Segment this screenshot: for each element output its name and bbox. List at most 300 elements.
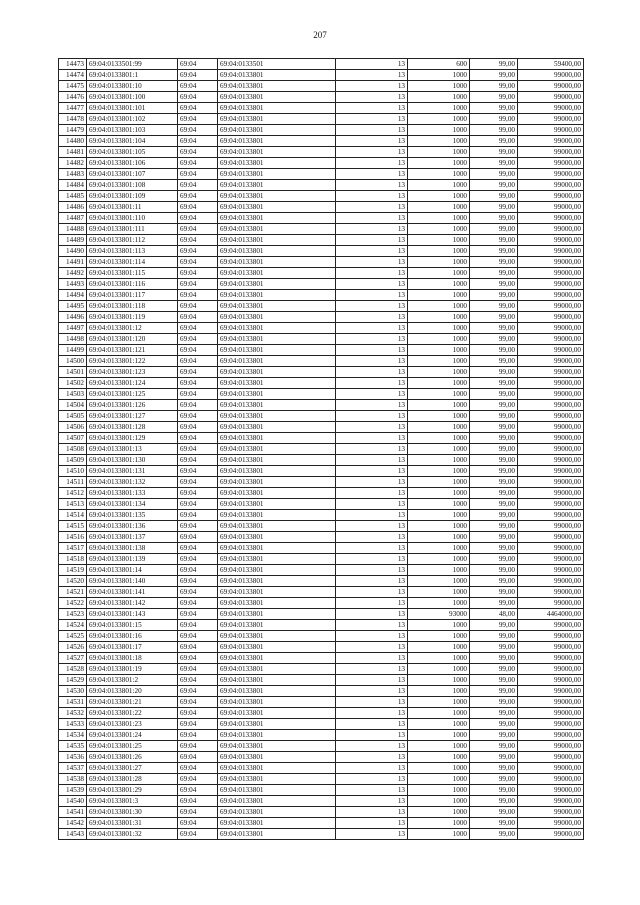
category-code-cell: 13 <box>336 675 408 686</box>
area-cell: 1000 <box>408 785 470 796</box>
district-code-cell: 69:04 <box>178 510 218 521</box>
table-row <box>59 609 584 620</box>
specific-value-cell: 99,00 <box>470 235 518 246</box>
cadastral-value-cell: 99000,00 <box>518 257 584 268</box>
specific-value-cell: 99,00 <box>470 136 518 147</box>
cadastral-number-cell: 69:04:0133801:2 <box>87 675 178 686</box>
district-code-cell: 69:04 <box>178 257 218 268</box>
row-number-cell: 14527 <box>59 653 87 664</box>
cadastral-number-cell: 69:04:0133801:23 <box>87 719 178 730</box>
area-cell: 1000 <box>408 312 470 323</box>
district-code-cell: 69:04 <box>178 763 218 774</box>
cadastral-block-cell: 69:04:0133801 <box>218 598 336 609</box>
cadastral-block-cell: 69:04:0133801 <box>218 334 336 345</box>
row-number-cell: 14535 <box>59 741 87 752</box>
specific-value-cell: 99,00 <box>470 290 518 301</box>
cadastral-number-cell: 69:04:0133801:31 <box>87 818 178 829</box>
cadastral-number-cell: 69:04:0133801:136 <box>87 521 178 532</box>
area-cell: 1000 <box>408 620 470 631</box>
table-row <box>59 202 584 213</box>
row-number-cell: 14508 <box>59 444 87 455</box>
area-cell: 1000 <box>408 92 470 103</box>
district-code-cell: 69:04 <box>178 532 218 543</box>
specific-value-cell: 99,00 <box>470 521 518 532</box>
district-code-cell: 69:04 <box>178 829 218 840</box>
district-code-cell: 69:04 <box>178 719 218 730</box>
category-code-cell: 13 <box>336 103 408 114</box>
specific-value-cell: 99,00 <box>470 279 518 290</box>
row-number-cell: 14514 <box>59 510 87 521</box>
area-cell: 1000 <box>408 257 470 268</box>
cadastral-number-cell: 69:04:0133801:111 <box>87 224 178 235</box>
category-code-cell: 13 <box>336 532 408 543</box>
category-code-cell: 13 <box>336 763 408 774</box>
row-number-cell: 14498 <box>59 334 87 345</box>
row-number-cell: 14526 <box>59 642 87 653</box>
cadastral-number-cell: 69:04:0133801:127 <box>87 411 178 422</box>
cadastral-value-cell: 99000,00 <box>518 191 584 202</box>
area-cell: 1000 <box>408 752 470 763</box>
category-code-cell: 13 <box>336 653 408 664</box>
category-code-cell: 13 <box>336 444 408 455</box>
table-row <box>59 675 584 686</box>
specific-value-cell: 99,00 <box>470 70 518 81</box>
table-row <box>59 213 584 224</box>
cadastral-block-cell: 69:04:0133801 <box>218 741 336 752</box>
cadastral-value-cell: 4464000,00 <box>518 609 584 620</box>
row-number-cell: 14497 <box>59 323 87 334</box>
cadastral-number-cell: 69:04:0133801:142 <box>87 598 178 609</box>
table-row <box>59 114 584 125</box>
cadastral-number-cell: 69:04:0133801:105 <box>87 147 178 158</box>
district-code-cell: 69:04 <box>178 466 218 477</box>
cadastral-value-cell: 99000,00 <box>518 730 584 741</box>
category-code-cell: 13 <box>336 697 408 708</box>
district-code-cell: 69:04 <box>178 477 218 488</box>
cadastral-value-cell: 99000,00 <box>518 466 584 477</box>
specific-value-cell: 99,00 <box>470 730 518 741</box>
table-row <box>59 664 584 675</box>
area-cell: 1000 <box>408 697 470 708</box>
cadastral-block-cell: 69:04:0133801 <box>218 147 336 158</box>
table-row <box>59 763 584 774</box>
cadastral-value-cell: 99000,00 <box>518 268 584 279</box>
table-row <box>59 598 584 609</box>
district-code-cell: 69:04 <box>178 411 218 422</box>
cadastral-value-cell: 99000,00 <box>518 279 584 290</box>
category-code-cell: 13 <box>336 334 408 345</box>
cadastral-block-cell: 69:04:0133801 <box>218 290 336 301</box>
cadastral-number-cell: 69:04:0133801:116 <box>87 279 178 290</box>
cadastral-block-cell: 69:04:0133801 <box>218 796 336 807</box>
cadastral-value-cell: 99000,00 <box>518 389 584 400</box>
specific-value-cell: 99,00 <box>470 532 518 543</box>
category-code-cell: 13 <box>336 213 408 224</box>
specific-value-cell: 99,00 <box>470 213 518 224</box>
specific-value-cell: 99,00 <box>470 268 518 279</box>
cadastral-block-cell: 69:04:0133801 <box>218 565 336 576</box>
district-code-cell: 69:04 <box>178 598 218 609</box>
category-code-cell: 13 <box>336 477 408 488</box>
category-code-cell: 13 <box>336 422 408 433</box>
cadastral-block-cell: 69:04:0133801 <box>218 323 336 334</box>
district-code-cell: 69:04 <box>178 422 218 433</box>
cadastral-block-cell: 69:04:0133801 <box>218 829 336 840</box>
cadastral-block-cell: 69:04:0133801 <box>218 444 336 455</box>
table-row <box>59 356 584 367</box>
row-number-cell: 14486 <box>59 202 87 213</box>
cadastral-value-cell: 99000,00 <box>518 213 584 224</box>
row-number-cell: 14529 <box>59 675 87 686</box>
cadastral-block-cell: 69:04:0133801 <box>218 114 336 125</box>
specific-value-cell: 99,00 <box>470 653 518 664</box>
district-code-cell: 69:04 <box>178 697 218 708</box>
category-code-cell: 13 <box>336 356 408 367</box>
table-row <box>59 323 584 334</box>
row-number-cell: 14482 <box>59 158 87 169</box>
cadastral-value-cell: 99000,00 <box>518 719 584 730</box>
district-code-cell: 69:04 <box>178 642 218 653</box>
row-number-cell: 14512 <box>59 488 87 499</box>
cadastral-number-cell: 69:04:0133801:107 <box>87 169 178 180</box>
cadastral-value-cell: 99000,00 <box>518 653 584 664</box>
cadastral-value-cell: 99000,00 <box>518 675 584 686</box>
specific-value-cell: 99,00 <box>470 202 518 213</box>
district-code-cell: 69:04 <box>178 708 218 719</box>
row-number-cell: 14524 <box>59 620 87 631</box>
district-code-cell: 69:04 <box>178 213 218 224</box>
cadastral-number-cell: 69:04:0133801:129 <box>87 433 178 444</box>
specific-value-cell: 99,00 <box>470 433 518 444</box>
specific-value-cell: 99,00 <box>470 81 518 92</box>
specific-value-cell: 99,00 <box>470 697 518 708</box>
table-row <box>59 257 584 268</box>
district-code-cell: 69:04 <box>178 818 218 829</box>
row-number-cell: 14504 <box>59 400 87 411</box>
cadastral-value-cell: 99000,00 <box>518 125 584 136</box>
category-code-cell: 13 <box>336 565 408 576</box>
district-code-cell: 69:04 <box>178 620 218 631</box>
specific-value-cell: 99,00 <box>470 664 518 675</box>
row-number-cell: 14525 <box>59 631 87 642</box>
district-code-cell: 69:04 <box>178 81 218 92</box>
cadastral-number-cell: 69:04:0133801:128 <box>87 422 178 433</box>
specific-value-cell: 99,00 <box>470 169 518 180</box>
category-code-cell: 13 <box>336 301 408 312</box>
row-number-cell: 14479 <box>59 125 87 136</box>
area-cell: 1000 <box>408 719 470 730</box>
table-row <box>59 653 584 664</box>
specific-value-cell: 99,00 <box>470 477 518 488</box>
row-number-cell: 14518 <box>59 554 87 565</box>
table-row <box>59 125 584 136</box>
area-cell: 1000 <box>408 411 470 422</box>
cadastral-number-cell: 69:04:0133801:110 <box>87 213 178 224</box>
row-number-cell: 14494 <box>59 290 87 301</box>
cadastral-number-cell: 69:04:0133801:114 <box>87 257 178 268</box>
specific-value-cell: 99,00 <box>470 818 518 829</box>
cadastral-block-cell: 69:04:0133801 <box>218 422 336 433</box>
table-row <box>59 389 584 400</box>
area-cell: 1000 <box>408 125 470 136</box>
cadastral-value-cell: 99000,00 <box>518 510 584 521</box>
table-row <box>59 444 584 455</box>
cadastral-block-cell: 69:04:0133801 <box>218 136 336 147</box>
area-cell: 1000 <box>408 136 470 147</box>
cadastral-number-cell: 69:04:0133801:10 <box>87 81 178 92</box>
cadastral-value-cell: 99000,00 <box>518 334 584 345</box>
cadastral-number-cell: 69:04:0133801:123 <box>87 367 178 378</box>
specific-value-cell: 99,00 <box>470 224 518 235</box>
area-cell: 1000 <box>408 499 470 510</box>
district-code-cell: 69:04 <box>178 554 218 565</box>
district-code-cell: 69:04 <box>178 389 218 400</box>
specific-value-cell: 99,00 <box>470 114 518 125</box>
cadastral-value-cell: 99000,00 <box>518 356 584 367</box>
district-code-cell: 69:04 <box>178 499 218 510</box>
area-cell: 1000 <box>408 290 470 301</box>
table-row <box>59 499 584 510</box>
district-code-cell: 69:04 <box>178 543 218 554</box>
cadastral-block-cell: 69:04:0133801 <box>218 125 336 136</box>
area-cell: 93000 <box>408 609 470 620</box>
category-code-cell: 13 <box>336 345 408 356</box>
cadastral-number-cell: 69:04:0133801:119 <box>87 312 178 323</box>
specific-value-cell: 99,00 <box>470 334 518 345</box>
cadastral-block-cell: 69:04:0133801 <box>218 389 336 400</box>
table-row <box>59 180 584 191</box>
cadastral-number-cell: 69:04:0133801:115 <box>87 268 178 279</box>
category-code-cell: 13 <box>336 279 408 290</box>
cadastral-value-cell: 99000,00 <box>518 301 584 312</box>
cadastral-block-cell: 69:04:0133801 <box>218 708 336 719</box>
category-code-cell: 13 <box>336 609 408 620</box>
cadastral-number-cell: 69:04:0133801:28 <box>87 774 178 785</box>
cadastral-number-cell: 69:04:0133801:143 <box>87 609 178 620</box>
cadastral-number-cell: 69:04:0133801:130 <box>87 455 178 466</box>
area-cell: 1000 <box>408 246 470 257</box>
row-number-cell: 14534 <box>59 730 87 741</box>
row-number-cell: 14519 <box>59 565 87 576</box>
row-number-cell: 14532 <box>59 708 87 719</box>
row-number-cell: 14488 <box>59 224 87 235</box>
cadastral-number-cell: 69:04:0133801:1 <box>87 70 178 81</box>
area-cell: 1000 <box>408 488 470 499</box>
area-cell: 1000 <box>408 158 470 169</box>
district-code-cell: 69:04 <box>178 521 218 532</box>
cadastral-value-cell: 99000,00 <box>518 81 584 92</box>
cadastral-block-cell: 69:04:0133801 <box>218 400 336 411</box>
row-number-cell: 14539 <box>59 785 87 796</box>
cadastral-number-cell: 69:04:0133801:32 <box>87 829 178 840</box>
category-code-cell: 13 <box>336 807 408 818</box>
cadastral-block-cell: 69:04:0133801 <box>218 675 336 686</box>
cadastral-value-cell: 99000,00 <box>518 785 584 796</box>
specific-value-cell: 99,00 <box>470 125 518 136</box>
table-row <box>59 367 584 378</box>
area-cell: 1000 <box>408 422 470 433</box>
table-row <box>59 796 584 807</box>
table-row <box>59 752 584 763</box>
area-cell: 1000 <box>408 730 470 741</box>
category-code-cell: 13 <box>336 246 408 257</box>
cadastral-value-cell: 99000,00 <box>518 807 584 818</box>
category-code-cell: 13 <box>336 224 408 235</box>
area-cell: 1000 <box>408 147 470 158</box>
cadastral-block-cell: 69:04:0133801 <box>218 785 336 796</box>
category-code-cell: 13 <box>336 631 408 642</box>
row-number-cell: 14477 <box>59 103 87 114</box>
cadastral-number-cell: 69:04:0133801:125 <box>87 389 178 400</box>
category-code-cell: 13 <box>336 389 408 400</box>
category-code-cell: 13 <box>336 543 408 554</box>
category-code-cell: 13 <box>336 719 408 730</box>
area-cell: 1000 <box>408 686 470 697</box>
category-code-cell: 13 <box>336 785 408 796</box>
cadastral-value-cell: 99000,00 <box>518 642 584 653</box>
row-number-cell: 14513 <box>59 499 87 510</box>
area-cell: 1000 <box>408 598 470 609</box>
table-row <box>59 719 584 730</box>
category-code-cell: 13 <box>336 125 408 136</box>
category-code-cell: 13 <box>336 70 408 81</box>
category-code-cell: 13 <box>336 686 408 697</box>
row-number-cell: 14499 <box>59 345 87 356</box>
area-cell: 1000 <box>408 433 470 444</box>
specific-value-cell: 99,00 <box>470 785 518 796</box>
cadastral-value-cell: 99000,00 <box>518 620 584 631</box>
row-number-cell: 14536 <box>59 752 87 763</box>
district-code-cell: 69:04 <box>178 191 218 202</box>
table-row <box>59 532 584 543</box>
row-number-cell: 14491 <box>59 257 87 268</box>
district-code-cell: 69:04 <box>178 301 218 312</box>
table-row <box>59 235 584 246</box>
table-row <box>59 554 584 565</box>
cadastral-block-cell: 69:04:0133801 <box>218 510 336 521</box>
cadastral-block-cell: 69:04:0133801 <box>218 774 336 785</box>
category-code-cell: 13 <box>336 433 408 444</box>
cadastral-block-cell: 69:04:0133801 <box>218 81 336 92</box>
specific-value-cell: 99,00 <box>470 631 518 642</box>
cadastral-number-cell: 69:04:0133801:138 <box>87 543 178 554</box>
cadastral-number-cell: 69:04:0133801:27 <box>87 763 178 774</box>
specific-value-cell: 99,00 <box>470 411 518 422</box>
category-code-cell: 13 <box>336 312 408 323</box>
table-row <box>59 136 584 147</box>
district-code-cell: 69:04 <box>178 279 218 290</box>
cadastral-number-cell: 69:04:0133801:121 <box>87 345 178 356</box>
cadastral-number-cell: 69:04:0133801:30 <box>87 807 178 818</box>
specific-value-cell: 99,00 <box>470 620 518 631</box>
category-code-cell: 13 <box>336 235 408 246</box>
row-number-cell: 14490 <box>59 246 87 257</box>
district-code-cell: 69:04 <box>178 103 218 114</box>
specific-value-cell: 99,00 <box>470 301 518 312</box>
cadastral-block-cell: 69:04:0133801 <box>218 521 336 532</box>
row-number-cell: 14481 <box>59 147 87 158</box>
cadastral-block-cell: 69:04:0133801 <box>218 466 336 477</box>
cadastral-value-cell: 99000,00 <box>518 224 584 235</box>
table-row <box>59 576 584 587</box>
row-number-cell: 14520 <box>59 576 87 587</box>
specific-value-cell: 99,00 <box>470 257 518 268</box>
cadastral-number-cell: 69:04:0133801:21 <box>87 697 178 708</box>
row-number-cell: 14538 <box>59 774 87 785</box>
cadastral-value-cell: 99000,00 <box>518 158 584 169</box>
cadastral-value-cell: 99000,00 <box>518 136 584 147</box>
area-cell: 1000 <box>408 378 470 389</box>
specific-value-cell: 99,00 <box>470 59 518 70</box>
cadastral-number-cell: 69:04:0133801:102 <box>87 114 178 125</box>
category-code-cell: 13 <box>336 257 408 268</box>
specific-value-cell: 99,00 <box>470 422 518 433</box>
cadastral-number-cell: 69:04:0133801:132 <box>87 477 178 488</box>
cadastral-block-cell: 69:04:0133801 <box>218 620 336 631</box>
district-code-cell: 69:04 <box>178 631 218 642</box>
category-code-cell: 13 <box>336 587 408 598</box>
cadastral-number-cell: 69:04:0133801:122 <box>87 356 178 367</box>
specific-value-cell: 99,00 <box>470 708 518 719</box>
district-code-cell: 69:04 <box>178 455 218 466</box>
cadastral-value-cell: 99000,00 <box>518 488 584 499</box>
cadastral-block-cell: 69:04:0133801 <box>218 191 336 202</box>
area-cell: 1000 <box>408 169 470 180</box>
table-row <box>59 378 584 389</box>
area-cell: 1000 <box>408 675 470 686</box>
table-row <box>59 565 584 576</box>
cadastral-value-cell: 99000,00 <box>518 246 584 257</box>
district-code-cell: 69:04 <box>178 785 218 796</box>
cadastral-value-cell: 99000,00 <box>518 400 584 411</box>
area-cell: 1000 <box>408 554 470 565</box>
district-code-cell: 69:04 <box>178 653 218 664</box>
cadastral-block-cell: 69:04:0133801 <box>218 587 336 598</box>
cadastral-number-cell: 69:04:0133801:106 <box>87 158 178 169</box>
specific-value-cell: 99,00 <box>470 587 518 598</box>
category-code-cell: 13 <box>336 81 408 92</box>
district-code-cell: 69:04 <box>178 235 218 246</box>
table-row <box>59 334 584 345</box>
row-number-cell: 14543 <box>59 829 87 840</box>
row-number-cell: 14542 <box>59 818 87 829</box>
cadastral-value-cell: 99000,00 <box>518 455 584 466</box>
table-row <box>59 642 584 653</box>
cadastral-block-cell: 69:04:0133801 <box>218 532 336 543</box>
cadastral-value-table <box>58 58 584 840</box>
cadastral-value-cell: 99000,00 <box>518 741 584 752</box>
row-number-cell: 14503 <box>59 389 87 400</box>
cadastral-number-cell: 69:04:0133801:131 <box>87 466 178 477</box>
specific-value-cell: 99,00 <box>470 752 518 763</box>
area-cell: 1000 <box>408 224 470 235</box>
district-code-cell: 69:04 <box>178 741 218 752</box>
area-cell: 1000 <box>408 191 470 202</box>
area-cell: 1000 <box>408 301 470 312</box>
specific-value-cell: 99,00 <box>470 598 518 609</box>
cadastral-value-cell: 99000,00 <box>518 774 584 785</box>
page-number: 207 <box>313 30 327 40</box>
row-number-cell: 14511 <box>59 477 87 488</box>
district-code-cell: 69:04 <box>178 136 218 147</box>
cadastral-value-cell: 99000,00 <box>518 444 584 455</box>
cadastral-number-cell: 69:04:0133801:139 <box>87 554 178 565</box>
cadastral-value-cell: 99000,00 <box>518 763 584 774</box>
row-number-cell: 14528 <box>59 664 87 675</box>
table-row <box>59 818 584 829</box>
category-code-cell: 13 <box>336 191 408 202</box>
cadastral-number-cell: 69:04:0133801:11 <box>87 202 178 213</box>
